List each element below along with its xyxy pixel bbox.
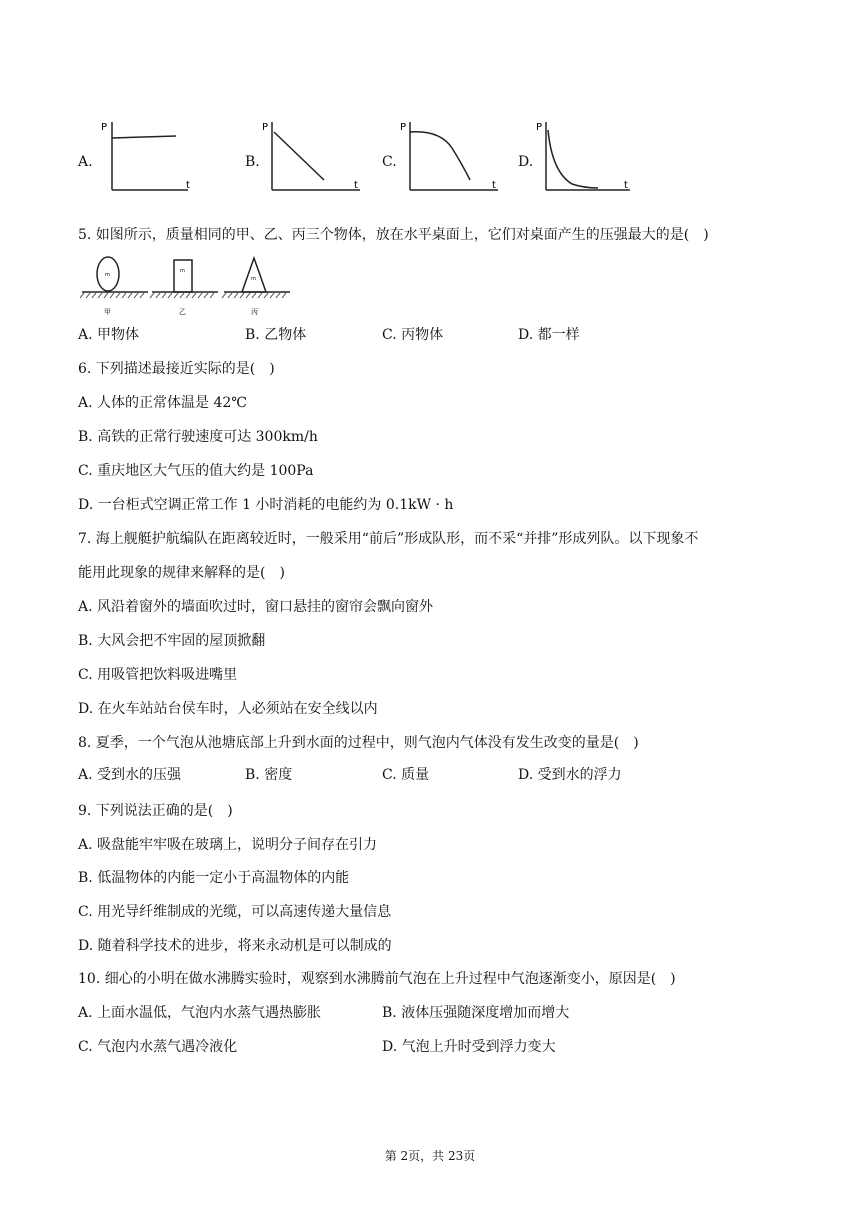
- q7-option-b: B. 大风会把不牢固的屋顶掀翻: [78, 633, 266, 649]
- q6-option-c: C. 重庆地区大气压的值大约是 100Pa: [78, 463, 314, 479]
- q10-option-b: B. 液体压强随深度增加而增大: [382, 1005, 570, 1021]
- q4-graph-c-x-label: t: [492, 180, 496, 191]
- q8-option-a: A. 受到水的压强: [78, 767, 182, 783]
- q4-graph-d-x-label: t: [624, 180, 628, 191]
- q6-option-a: A. 人体的正常体温是 42℃: [78, 395, 247, 411]
- q9-option-d: D. 随着科学技术的进步，将来永动机是可以制成的: [78, 938, 392, 954]
- q5-option-b: B. 乙物体: [245, 327, 307, 343]
- q6-option-b: B. 高铁的正常行驶速度可达 300km/h: [78, 429, 318, 445]
- q5-figure-label-yi: 乙: [179, 308, 186, 316]
- q7-stem-line1: 7. 海上舰艇护航编队在距离较近时，一般采用“前后”形成队形，而不采“并排”形成列队。以下现象不: [78, 531, 699, 547]
- q9-option-a: A. 吸盘能牢牢吸在玻璃上，说明分子间存在引力: [78, 837, 378, 853]
- q9-stem: 9. 下列说法正确的是( ): [78, 803, 233, 819]
- q4-option-a-label: A.: [78, 154, 93, 170]
- q4-graph-a-y-label: P: [101, 122, 108, 133]
- q4-graph-b: [262, 118, 362, 196]
- q4-option-d-label: D.: [518, 154, 534, 170]
- svg-text:m: m: [180, 268, 185, 274]
- q4-graph-d: [536, 118, 636, 196]
- q5-option-d: D. 都一样: [518, 327, 580, 343]
- q5-stem: 5. 如图所示，质量相同的甲、乙、丙三个物体，放在水平桌面上，它们对桌面产生的压强最大的是( ): [78, 227, 709, 243]
- q7-option-c: C. 用吸管把饮料吸进嘴里: [78, 667, 238, 683]
- q5-figure: [78, 252, 298, 318]
- q7-option-a: A. 风沿着窗外的墙面吹过时，窗口悬挂的窗帘会飘向窗外: [78, 599, 434, 615]
- q10-option-c: C. 气泡内水蒸气遇冷液化: [78, 1039, 238, 1055]
- q4-option-c-label: C.: [382, 154, 397, 170]
- q8-option-c: C. 质量: [382, 767, 430, 783]
- q4-graph-a-x-label: t: [186, 180, 190, 191]
- q7-stem-line2: 能用此现象的规律来解释的是( ): [78, 565, 285, 581]
- svg-text:m: m: [251, 276, 256, 282]
- q5-figure-label-jia: 甲: [104, 308, 111, 316]
- q5-option-c: C. 丙物体: [382, 327, 444, 343]
- q4-graph-b-y-label: P: [262, 122, 269, 133]
- q4-graph-b-x-label: t: [354, 180, 358, 191]
- q5-figure-label-bing: 丙: [251, 308, 258, 316]
- q8-stem: 8. 夏季，一个气泡从池塘底部上升到水面的过程中，则气泡内气体没有发生改变的量是( ): [78, 735, 639, 751]
- q9-option-b: B. 低温物体的内能一定小于高温物体的内能: [78, 870, 350, 886]
- q6-stem: 6. 下列描述最接近实际的是( ): [78, 361, 275, 377]
- q6-option-d: D. 一台柜式空调正常工作 1 小时消耗的电能约为 0.1kW · h: [78, 497, 454, 513]
- q4-option-b-label: B.: [245, 154, 260, 170]
- q7-option-d: D. 在火车站站台侯车时，人必须站在安全线以内: [78, 701, 378, 717]
- q10-option-d: D. 气泡上升时受到浮力变大: [382, 1039, 556, 1055]
- svg-text:m: m: [105, 272, 110, 278]
- q4-graph-a: [100, 118, 190, 196]
- q8-option-d: D. 受到水的浮力: [518, 767, 622, 783]
- q4-graph-d-y-label: P: [536, 122, 543, 133]
- q10-stem: 10. 细心的小明在做水沸腾实验时，观察到水沸腾前气泡在上升过程中气泡逐渐变小，原因是( ): [78, 971, 676, 987]
- q4-graph-c: [400, 118, 500, 196]
- page-footer: 第 2页，共 23页: [384, 1149, 476, 1163]
- q4-graph-c-y-label: P: [400, 122, 407, 133]
- q10-option-a: A. 上面水温低，气泡内水蒸气遇热膨胀: [78, 1005, 322, 1021]
- q5-option-a: A. 甲物体: [78, 327, 140, 343]
- q8-option-b: B. 密度: [245, 767, 293, 783]
- q9-option-c: C. 用光导纤维制成的光缆，可以高速传递大量信息: [78, 904, 392, 920]
